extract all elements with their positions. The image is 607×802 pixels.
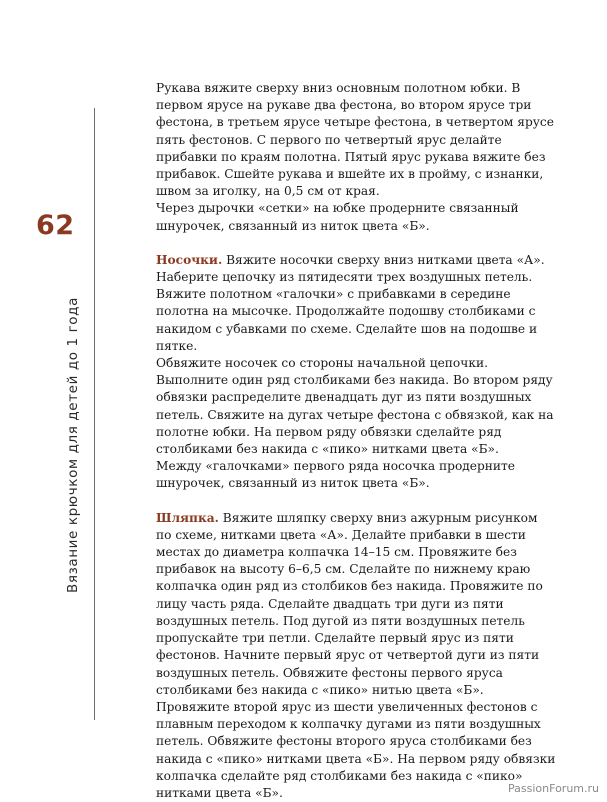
section-heading-hat: Шляпка. xyxy=(156,510,219,525)
paragraph-socks xyxy=(156,252,556,355)
paragraph-socks-edging: Обвяжите носочек со стороны начальной цепочки. Выполните один ряд столбиками без накида. Во втором ряду обвязки распределите двенадцать дуг из пяти воздушных петель. Свяжите на дугах четыре фестона с обвязкой, как на полотне юбки. На первом ряду обвязки сделайте ряд столбиками без накида с «пико» нитками цвета «Б». xyxy=(156,356,554,457)
vertical-divider xyxy=(94,108,95,720)
paragraph-hat xyxy=(156,510,556,802)
paragraph-cord: Через дырочки «сетки» на юбке продерните связанный шнурочек, связанный из ниток цвета «Б». xyxy=(156,201,519,233)
paragraph-socks-text: Вяжите носочки сверху вниз нитками цвета «А». Наберите цепочку из пятидесяти трех воздушных петель. Вяжите полотном «галочки» с прибавками в середине полотна на мысочке. Продолжайте подошву столбиками с накидом с убавками по схеме. Сделайте шов на подошве и пятке. xyxy=(156,252,545,353)
paragraph-gap xyxy=(156,493,556,510)
watermark: PassionForum.ru xyxy=(508,782,599,795)
page-number: 62 xyxy=(36,210,75,241)
paragraph-gap xyxy=(156,235,556,252)
side-book-title: Вязание крючком для детей до 1 года xyxy=(65,297,81,593)
paragraph-socks-cord: Между «галочками» первого ряда носочка продерните шнурочек, связанный из ниток цвета «Б». xyxy=(156,459,516,491)
paragraph-hat-text: Вяжите шляпку сверху вниз ажурным рисунком по схеме, нитками цвета «А». Делайте прибавки в шести местах до диаметра колпачка 14–15 см. Провяжите без прибавок на высоту 6–6,5 см. Сделайте по нижнему краю колпачка один ряд из столбиков без накида. Провяжите по лицу часть ряда. Сделайте двадцать три дуги из пяти воздушных петель. Под дугой из пяти воздушных петель пропускайте три петли. Сделайте первый ярус из пяти фестонов. Начните первый ярус от четвертой дуги из пяти воздушных петель. Обвяжите фестоны первого яруса столбиками без накида с «пико» нитью цвета «Б». Провяжите второй ярус из шести увеличенных фестонов с плавным переходом к колпачку дугами из пяти воздушных петель. Обвяжите фестоны второго яруса столбиками без накида с «пико» нитками цвета «Б». На первом ряду обвязки колпачка сделайте ряд столбиками без накида с «пико» нитками цвета «Б». xyxy=(156,510,556,800)
body-text xyxy=(156,80,556,802)
section-heading-socks: Носочки. xyxy=(156,252,223,267)
paragraph-sleeves: Рукава вяжите сверху вниз основным полотном юбки. В первом ярусе на рукаве два фестона, во втором ярусе три фестона, в третьем ярусе четыре фестона, в четвертом ярусе пять фестонов. С первого по четвертый ярус делайте прибавки по краям полотна. Пятый ярус рукава вяжите без прибавок. Сшейте рукава и вшейте их в пройму, с изнанки, швом за иголку, на 0,5 см от края. xyxy=(156,81,554,199)
